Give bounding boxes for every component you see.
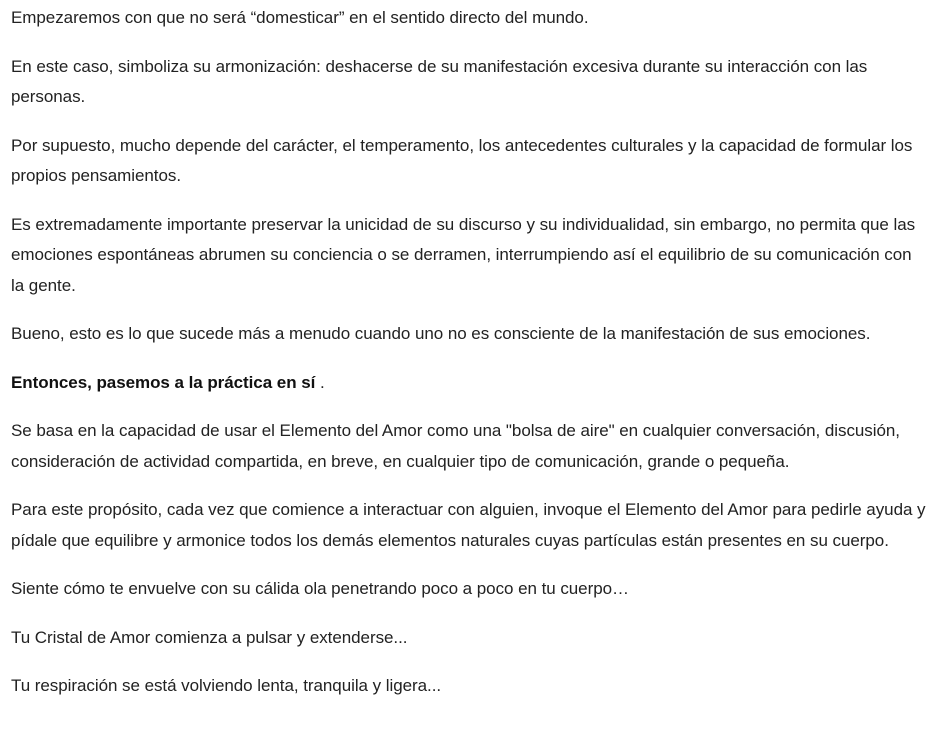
paragraph-bold-intro [11, 368, 926, 399]
paragraph-8: Para este propósito, cada vez que comience a interactuar con alguien, invoque el Elemento del Amor para pedirle ayuda y pídale que equilibre y armonice todos los demás elementos naturales cuyas partículas están presentes en su cuerpo. [11, 500, 926, 550]
paragraph-10: Tu Cristal de Amor comienza a pulsar y extenderse... [11, 627, 408, 647]
paragraph-1: Empezaremos con que no será “domesticar” en el sentido directo del mundo. [11, 8, 589, 27]
bold-heading-text: Entonces, pasemos a la práctica en sí [11, 372, 316, 392]
paragraph-5: Bueno, esto es lo que sucede más a menudo cuando uno no es consciente de la manifestación de sus emociones. [11, 324, 871, 343]
paragraph-9: Siente cómo te envuelve con su cálida ola penetrando poco a poco en tu cuerpo… [11, 579, 629, 598]
paragraph-7: Se basa en la capacidad de usar el Elemento del Amor como una "bolsa de aire" en cualquier conversación, discusión, consideración de actividad compartida, en breve, en cualquier tipo de comunicación, grande o pequeña. [11, 421, 900, 471]
paragraph-4: Es extremadamente importante preservar la unicidad de su discurso y su individualidad, sin embargo, no permita que las emociones espontáneas abrumen su conciencia o se derramen, interrumpiendo así el equilibrio de su comunicación con la gente. [11, 214, 916, 295]
paragraph-3: Por supuesto, mucho depende del carácter, el temperamento, los antecedentes culturales y la capacidad de formular los propios pensamientos. [11, 135, 913, 185]
paragraph-11: Tu respiración se está volviendo lenta, tranquila y ligera... [11, 676, 442, 695]
paragraph-2: En este caso, simboliza su armonización: deshacerse de su manifestación excesiva durante su interacción con las personas. [11, 56, 868, 106]
bold-paragraph-tail: . [315, 372, 325, 392]
